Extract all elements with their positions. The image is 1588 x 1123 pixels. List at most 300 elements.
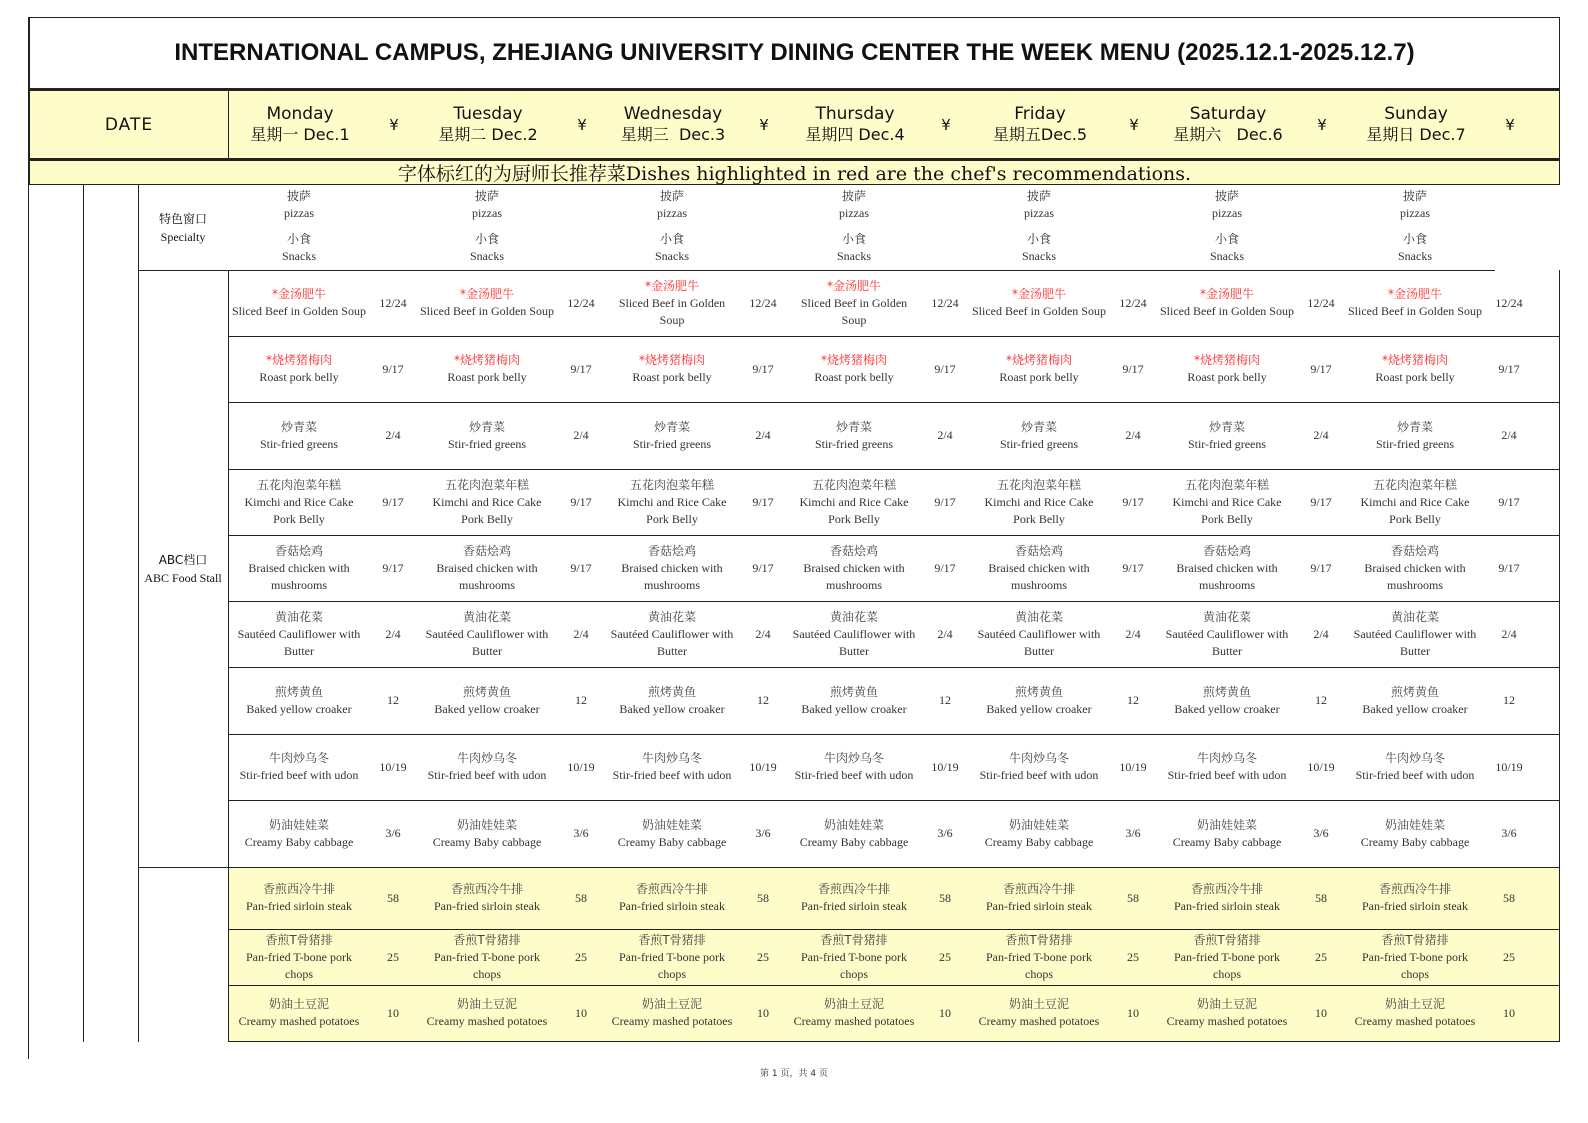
dish-cell [228,867,370,929]
dish-cell [1156,336,1298,402]
dish-price: 58 [939,890,951,905]
specialty-item-en: pizzas [1212,206,1242,220]
dish-name-cn: *金汤肥牛 [459,287,514,301]
specialty-item-cn: 小食 [1402,232,1427,246]
dish-name-cn: 香煎T骨猪排 [265,932,333,947]
specialty-items [1156,188,1298,265]
dish-name-cn: 炒青菜 [1020,419,1057,434]
dish-cell [786,336,922,402]
dish-cell [604,985,740,1041]
dish-price: 9/17 [570,361,592,376]
dish-name-en: Pan-fried sirloin steak [1174,899,1280,913]
chef-recommendation-note: 字体标红的为厨师长推荐菜Dishes highlighted in red are the chef's recommendations. [29,159,1560,185]
specialty-item-cn: 披萨 [1214,189,1239,203]
dish-name-cn: 牛肉炒乌冬 [1196,751,1257,765]
dish-name-en: Sliced Beef in Golden Soup [420,304,554,318]
dish-cell [604,667,740,734]
dish-price: 2/4 [1313,428,1329,442]
dish-cell [228,469,370,535]
dish-price: 25 [757,949,769,964]
dish-name-en: Roast pork belly [632,370,712,384]
dish-name-cn: *烧烤猪梅肉 [1193,353,1260,367]
dish-name-en: Pan-fried T-bone pork chops [986,949,1092,981]
dish-name-en: Creamy mashed potatoes [793,1014,915,1028]
dish-price: 9/17 [382,494,404,509]
dish-price: 2/4 [937,626,953,641]
dish-price: 12 [1127,693,1139,707]
dish-name-en: Creamy mashed potatoes [978,1014,1100,1028]
dish-name-cn: 香煎T骨猪排 [1005,932,1073,947]
dish-name-en: Pan-fried T-bone pork chops [1174,949,1280,981]
dish-cell [786,402,922,469]
dish-name-cn: 煎烤黄鱼 [1202,684,1251,699]
dish-cell [604,535,740,601]
dish-cell [1344,734,1486,800]
dish-price: 9/17 [1498,560,1520,575]
dish-name-cn: *金汤肥牛 [1387,287,1442,301]
dish-name-cn: 奶油娃娃菜 [1384,817,1445,832]
dish-price: 58 [1127,890,1139,905]
dish-name-cn: 黄油花菜 [1014,609,1063,624]
dish-name-en: Baked yellow croaker [986,701,1092,716]
dish-price: 9/17 [1310,494,1332,509]
dish-name-cn: 牛肉炒乌冬 [456,751,517,765]
dish-name-en: Pan-fried sirloin steak [801,899,907,913]
dish-price: 9/17 [382,361,404,376]
dish-name-en: Baked yellow croaker [619,701,725,716]
day-date: 星期六 Dec.6 [1173,125,1283,145]
dish-price: 9/17 [1122,361,1144,376]
dish-price: 3/6 [573,826,589,840]
dish-name-cn: 奶油娃娃菜 [823,817,884,832]
day-date: 星期三 Dec.3 [620,125,726,145]
dish-name-cn: *金汤肥牛 [1199,287,1254,301]
dish-name-en: Pan-fried T-bone pork chops [619,949,725,981]
day-date: 星期二 Dec.2 [438,125,538,145]
dish-name-en: Sautéed Cauliflower with Butter [792,626,916,658]
dish-cell [1156,402,1298,469]
dish-cell [1344,402,1486,469]
specialty-item-cn: 披萨 [659,189,684,203]
dish-name-cn: *烧烤猪梅肉 [453,353,520,367]
dish-name-cn: 炒青菜 [280,419,317,434]
dish-cell [416,734,558,800]
dish-name-en: Sliced Beef in Golden Soup [1348,304,1482,318]
dish-cell [786,985,922,1041]
dish-cell [228,601,370,667]
dish-cell [416,469,558,535]
dish-name-cn: 炒青菜 [1396,419,1433,434]
date-label: DATE [30,91,229,158]
dish-name-en: Braised chicken with mushrooms [803,560,905,592]
dish-name-en: Stir-fried greens [1375,436,1455,451]
dish-name-en: Creamy Baby cabbage [984,834,1094,849]
dish-price: 9/17 [1122,494,1144,509]
dish-name-cn: 黄油花菜 [647,609,696,624]
dish-name-en: Stir-fried beef with udon [1167,768,1287,782]
dish-price: 12/24 [749,295,777,310]
dish-price: 2/4 [573,428,589,442]
dish-name-en: Pan-fried sirloin steak [619,899,725,913]
dish-price: 9/17 [934,494,956,509]
dish-price: 10 [1503,1005,1515,1020]
dish-price: 2/4 [385,626,401,641]
dish-name-cn: *烧烤猪梅肉 [265,353,332,367]
dish-name-en: Pan-fried sirloin steak [986,899,1092,913]
dish-name-en: Kimchi and Rice Cake Pork Belly [244,494,354,526]
dish-name-cn: 牛肉炒乌冬 [823,751,884,765]
dish-price: 25 [1127,949,1139,964]
dish-name-cn: 五花肉泡菜年糕 [996,477,1081,492]
dish-name-cn: 奶油娃娃菜 [268,817,329,832]
dish-name-cn: 五花肉泡菜年糕 [811,477,896,492]
dish-price: 10/19 [379,759,407,774]
dish-cell [786,469,922,535]
day-header-saturday [1157,91,1299,158]
day-header-wednesday [605,91,741,158]
dish-name-cn: 炒青菜 [1208,419,1245,434]
dish-cell [416,336,558,402]
dish-cell [1156,800,1298,867]
dish-name-cn: 香菇烩鸡 [1014,543,1063,558]
dish-name-cn: *金汤肥牛 [644,278,699,293]
dish-name-cn: 牛肉炒乌冬 [268,751,329,765]
dish-price: 12/24 [1119,295,1147,310]
specialty-items [968,188,1110,265]
dish-name-cn: 香煎西冷牛排 [1190,882,1263,896]
date-header-row [29,89,1560,159]
day-header-monday [229,91,371,158]
specialty-item-cn: 小食 [474,232,499,246]
dish-price: 25 [387,949,399,964]
dish-name-en: Sautéed Cauliflower with Butter [425,626,549,658]
dish-name-cn: 奶油土豆泥 [641,997,702,1011]
dish-price: 9/17 [1310,361,1332,376]
dish-cell [416,667,558,734]
category-specialty [138,185,228,270]
specialty-item-cn: 披萨 [1026,189,1051,203]
dish-cell [968,734,1110,800]
dish-price: 2/4 [937,428,953,442]
specialty-item-en: pizzas [657,206,687,220]
dish-price: 2/4 [755,626,771,641]
dish-name-cn: 黄油花菜 [462,609,511,624]
dish-price: 9/17 [934,560,956,575]
specialty-item-en: pizzas [284,206,314,220]
dish-name-en: Braised chicken with mushrooms [988,560,1090,592]
specialty-item-en: Snacks [1210,249,1244,263]
dish-price: 12/24 [379,295,407,310]
dish-cell [604,734,740,800]
specialty-item-cn: 小食 [841,232,866,246]
dish-cell [1156,469,1298,535]
dish-cell [604,270,740,336]
dish-name-cn: 牛肉炒乌冬 [1008,751,1069,765]
dish-cell [968,601,1110,667]
dish-price: 9/17 [934,361,956,376]
dish-name-en: Stir-fried greens [632,436,712,451]
dish-name-cn: 煎烤黄鱼 [829,684,878,699]
dish-name-en: Sliced Beef in Golden Soup [618,295,726,327]
specialty-item-en: pizzas [472,206,502,220]
day-header-friday [969,91,1111,158]
dish-name-en: Braised chicken with mushrooms [621,560,723,592]
grid-line [1559,270,1560,1041]
dish-name-en: Stir-fried beef with udon [612,768,732,782]
dish-name-cn: 煎烤黄鱼 [462,684,511,699]
dish-name-en: Braised chicken with mushrooms [248,560,350,592]
dish-cell [1156,270,1298,336]
specialty-item-en: Snacks [470,249,504,263]
price-column-header: ¥ [1317,115,1327,134]
dish-name-cn: 香菇烩鸡 [274,543,323,558]
dish-price: 12/24 [931,295,959,310]
dish-price: 2/4 [573,626,589,641]
dish-name-cn: 五花肉泡菜年糕 [256,477,341,492]
dish-name-cn: 香煎西冷牛排 [1002,882,1075,896]
dish-name-en: Sliced Beef in Golden Soup [1160,304,1294,318]
dish-price: 3/6 [1125,826,1141,840]
dish-cell [228,336,370,402]
dish-price: 10/19 [1119,759,1147,774]
dish-name-cn: 香菇烩鸡 [462,543,511,558]
dish-name-en: Stir-fried beef with udon [239,768,359,782]
specialty-item-cn: 小食 [286,232,311,246]
dish-name-cn: 牛肉炒乌冬 [641,751,702,765]
specialty-items [604,188,740,265]
dish-price: 3/6 [755,826,771,840]
dish-name-en: Pan-fried T-bone pork chops [801,949,907,981]
specialty-items [416,188,558,265]
dish-price: 9/17 [1310,560,1332,575]
price-column-header: ¥ [577,115,587,134]
dish-price: 10/19 [1495,759,1523,774]
dish-name-en: Stir-fried beef with udon [427,768,547,782]
dish-name-cn: 五花肉泡菜年糕 [1184,477,1269,492]
dish-name-cn: 炒青菜 [468,419,505,434]
dish-price: 12/24 [1495,295,1523,310]
dish-price: 2/4 [755,428,771,442]
dish-cell [416,402,558,469]
dish-name-cn: 牛肉炒乌冬 [1384,751,1445,765]
dish-name-en: Stir-fried greens [999,436,1079,451]
dish-cell [1344,667,1486,734]
dish-cell [1344,469,1486,535]
specialty-items [1344,188,1486,265]
specialty-item-cn: 小食 [1214,232,1239,246]
dish-name-cn: *金汤肥牛 [826,278,881,293]
day-name: Tuesday [453,103,523,124]
dish-name-en: Roast pork belly [259,370,339,384]
dish-price: 25 [1315,949,1327,964]
day-name: Wednesday [623,103,723,124]
dish-name-en: Pan-fried sirloin steak [1362,899,1468,913]
dish-price: 58 [387,890,399,905]
dish-name-cn: 香煎T骨猪排 [1381,932,1449,947]
dish-cell [1156,985,1298,1041]
dish-name-cn: 香煎西冷牛排 [262,882,335,896]
dish-price: 9/17 [382,560,404,575]
dish-cell [604,867,740,929]
price-column-header: ¥ [759,115,769,134]
dish-name-cn: 香菇烩鸡 [647,543,696,558]
dish-price: 9/17 [1122,560,1144,575]
dish-name-cn: *金汤肥牛 [271,287,326,301]
dish-name-cn: 五花肉泡菜年糕 [444,477,529,492]
dish-cell [786,734,922,800]
dish-name-cn: 奶油娃娃菜 [456,817,517,832]
dish-price: 3/6 [1313,826,1329,840]
dish-name-cn: 香煎西冷牛排 [1378,882,1451,896]
dish-name-en: Baked yellow croaker [246,701,352,716]
dish-cell [786,270,922,336]
dish-name-en: Creamy mashed potatoes [426,1014,548,1028]
dish-cell [416,535,558,601]
day-header-sunday [1345,91,1487,158]
dish-price: 3/6 [385,826,401,840]
dish-name-en: Kimchi and Rice Cake Pork Belly [1172,494,1282,526]
dish-name-cn: 奶油娃娃菜 [1008,817,1069,832]
page-footer: 第 1 页，共 4 页 [760,1069,828,1079]
dish-name-en: Stir-fried greens [259,436,339,451]
specialty-item-en: Snacks [1398,249,1432,263]
dish-name-en: Roast pork belly [1187,370,1267,384]
dish-name-cn: 黄油花菜 [829,609,878,624]
dish-cell [968,985,1110,1041]
dish-name-en: Sautéed Cauliflower with Butter [610,626,734,658]
dish-price: 10 [387,1005,399,1020]
dish-price: 10/19 [567,759,595,774]
dish-name-en: Stir-fried greens [447,436,527,451]
dish-cell [1344,800,1486,867]
dish-price: 12/24 [567,295,595,310]
dish-name-en: Baked yellow croaker [434,701,540,716]
dish-name-cn: 炒青菜 [835,419,872,434]
dish-name-en: Sliced Beef in Golden Soup [232,304,366,318]
specialty-item-cn: 小食 [1026,232,1051,246]
dish-name-en: Baked yellow croaker [1362,701,1468,716]
dish-price: 9/17 [752,494,774,509]
dish-name-en: Kimchi and Rice Cake Pork Belly [1360,494,1470,526]
specialty-item-cn: 披萨 [286,189,311,203]
dish-name-cn: 奶油土豆泥 [1008,997,1069,1011]
dish-cell [1156,929,1298,985]
dish-cell [1344,270,1486,336]
dish-price: 10 [757,1005,769,1020]
dish-name-cn: *金汤肥牛 [1011,287,1066,301]
dish-price: 10 [575,1005,587,1020]
day-date: 星期一 Dec.1 [250,125,350,145]
dish-name-en: Pan-fried sirloin steak [434,899,540,913]
dish-name-en: Creamy mashed potatoes [611,1014,733,1028]
dish-price: 58 [575,890,587,905]
dish-price: 25 [1503,949,1515,964]
dish-cell [228,800,370,867]
day-name: Monday [266,103,334,124]
dish-price: 10 [1315,1005,1327,1020]
day-name: Saturday [1189,103,1267,124]
category-en: ABC Food Stall [144,570,222,585]
dish-price: 12 [757,693,769,707]
dish-cell [968,667,1110,734]
dish-name-en: Kimchi and Rice Cake Pork Belly [799,494,909,526]
dish-name-cn: *烧烤猪梅肉 [1005,353,1072,367]
specialty-item-cn: 披萨 [841,189,866,203]
dish-cell [968,336,1110,402]
dish-name-cn: 黄油花菜 [1390,609,1439,624]
dish-name-en: Roast pork belly [447,370,527,384]
dish-cell [786,535,922,601]
dish-name-en: Roast pork belly [814,370,894,384]
dish-name-en: Braised chicken with mushrooms [1364,560,1466,592]
dish-name-cn: 奶油娃娃菜 [1196,817,1257,832]
dish-price: 2/4 [1125,626,1141,641]
dish-cell [416,601,558,667]
day-date: 星期五Dec.5 [992,125,1088,145]
dish-name-cn: 香菇烩鸡 [1390,543,1439,558]
dish-price: 9/17 [752,560,774,575]
dish-cell [228,402,370,469]
dish-name-cn: 香煎T骨猪排 [453,932,521,947]
specialty-items [786,188,922,265]
category-cn: 特色窗口 [158,211,207,226]
dish-name-en: Pan-fried T-bone pork chops [1362,949,1468,981]
dish-cell [968,867,1110,929]
dish-cell [1156,867,1298,929]
dish-name-en: Sautéed Cauliflower with Butter [1165,626,1289,658]
dish-cell [968,402,1110,469]
dish-price: 9/17 [570,494,592,509]
dish-name-en: Creamy Baby cabbage [617,834,727,849]
dish-price: 2/4 [385,428,401,442]
dish-name-cn: 香菇烩鸡 [829,543,878,558]
dish-name-en: Braised chicken with mushrooms [1176,560,1278,592]
dish-name-en: Creamy Baby cabbage [799,834,909,849]
dish-price: 9/17 [1498,361,1520,376]
day-name: Thursday [815,103,895,124]
dish-price: 58 [757,890,769,905]
grid-line [83,185,84,1042]
dish-price: 12 [1503,693,1515,707]
dish-name-cn: 黄油花菜 [274,609,323,624]
dish-price: 3/6 [937,826,953,840]
day-header-thursday [787,91,923,158]
dish-name-en: Stir-fried beef with udon [979,768,1099,782]
dish-cell [604,336,740,402]
dish-cell [228,667,370,734]
dish-cell [604,800,740,867]
dish-name-en: Creamy Baby cabbage [432,834,542,849]
dish-price: 3/6 [1501,826,1517,840]
dish-cell [786,867,922,929]
dish-name-cn: 香煎T骨猪排 [820,932,888,947]
dish-name-en: Sliced Beef in Golden Soup [972,304,1106,318]
menu-title: INTERNATIONAL CAMPUS, ZHEJIANG UNIVERSITY DINING CENTER THE WEEK MENU (2025.12.1-2025.12.7) [29,17,1560,89]
dish-cell [786,800,922,867]
dish-name-en: Stir-fried beef with udon [794,768,914,782]
price-column-header: ¥ [389,115,399,134]
dish-cell [968,800,1110,867]
specialty-item-cn: 披萨 [474,189,499,203]
dish-price: 12 [575,693,587,707]
category-abc-food-stall [138,270,228,867]
dish-name-en: Creamy mashed potatoes [238,1014,360,1028]
dish-name-en: Pan-fried sirloin steak [246,899,352,913]
grid-line [138,867,228,868]
dish-cell [604,929,740,985]
dish-price: 58 [1503,890,1515,905]
dish-name-cn: 煎烤黄鱼 [274,684,323,699]
